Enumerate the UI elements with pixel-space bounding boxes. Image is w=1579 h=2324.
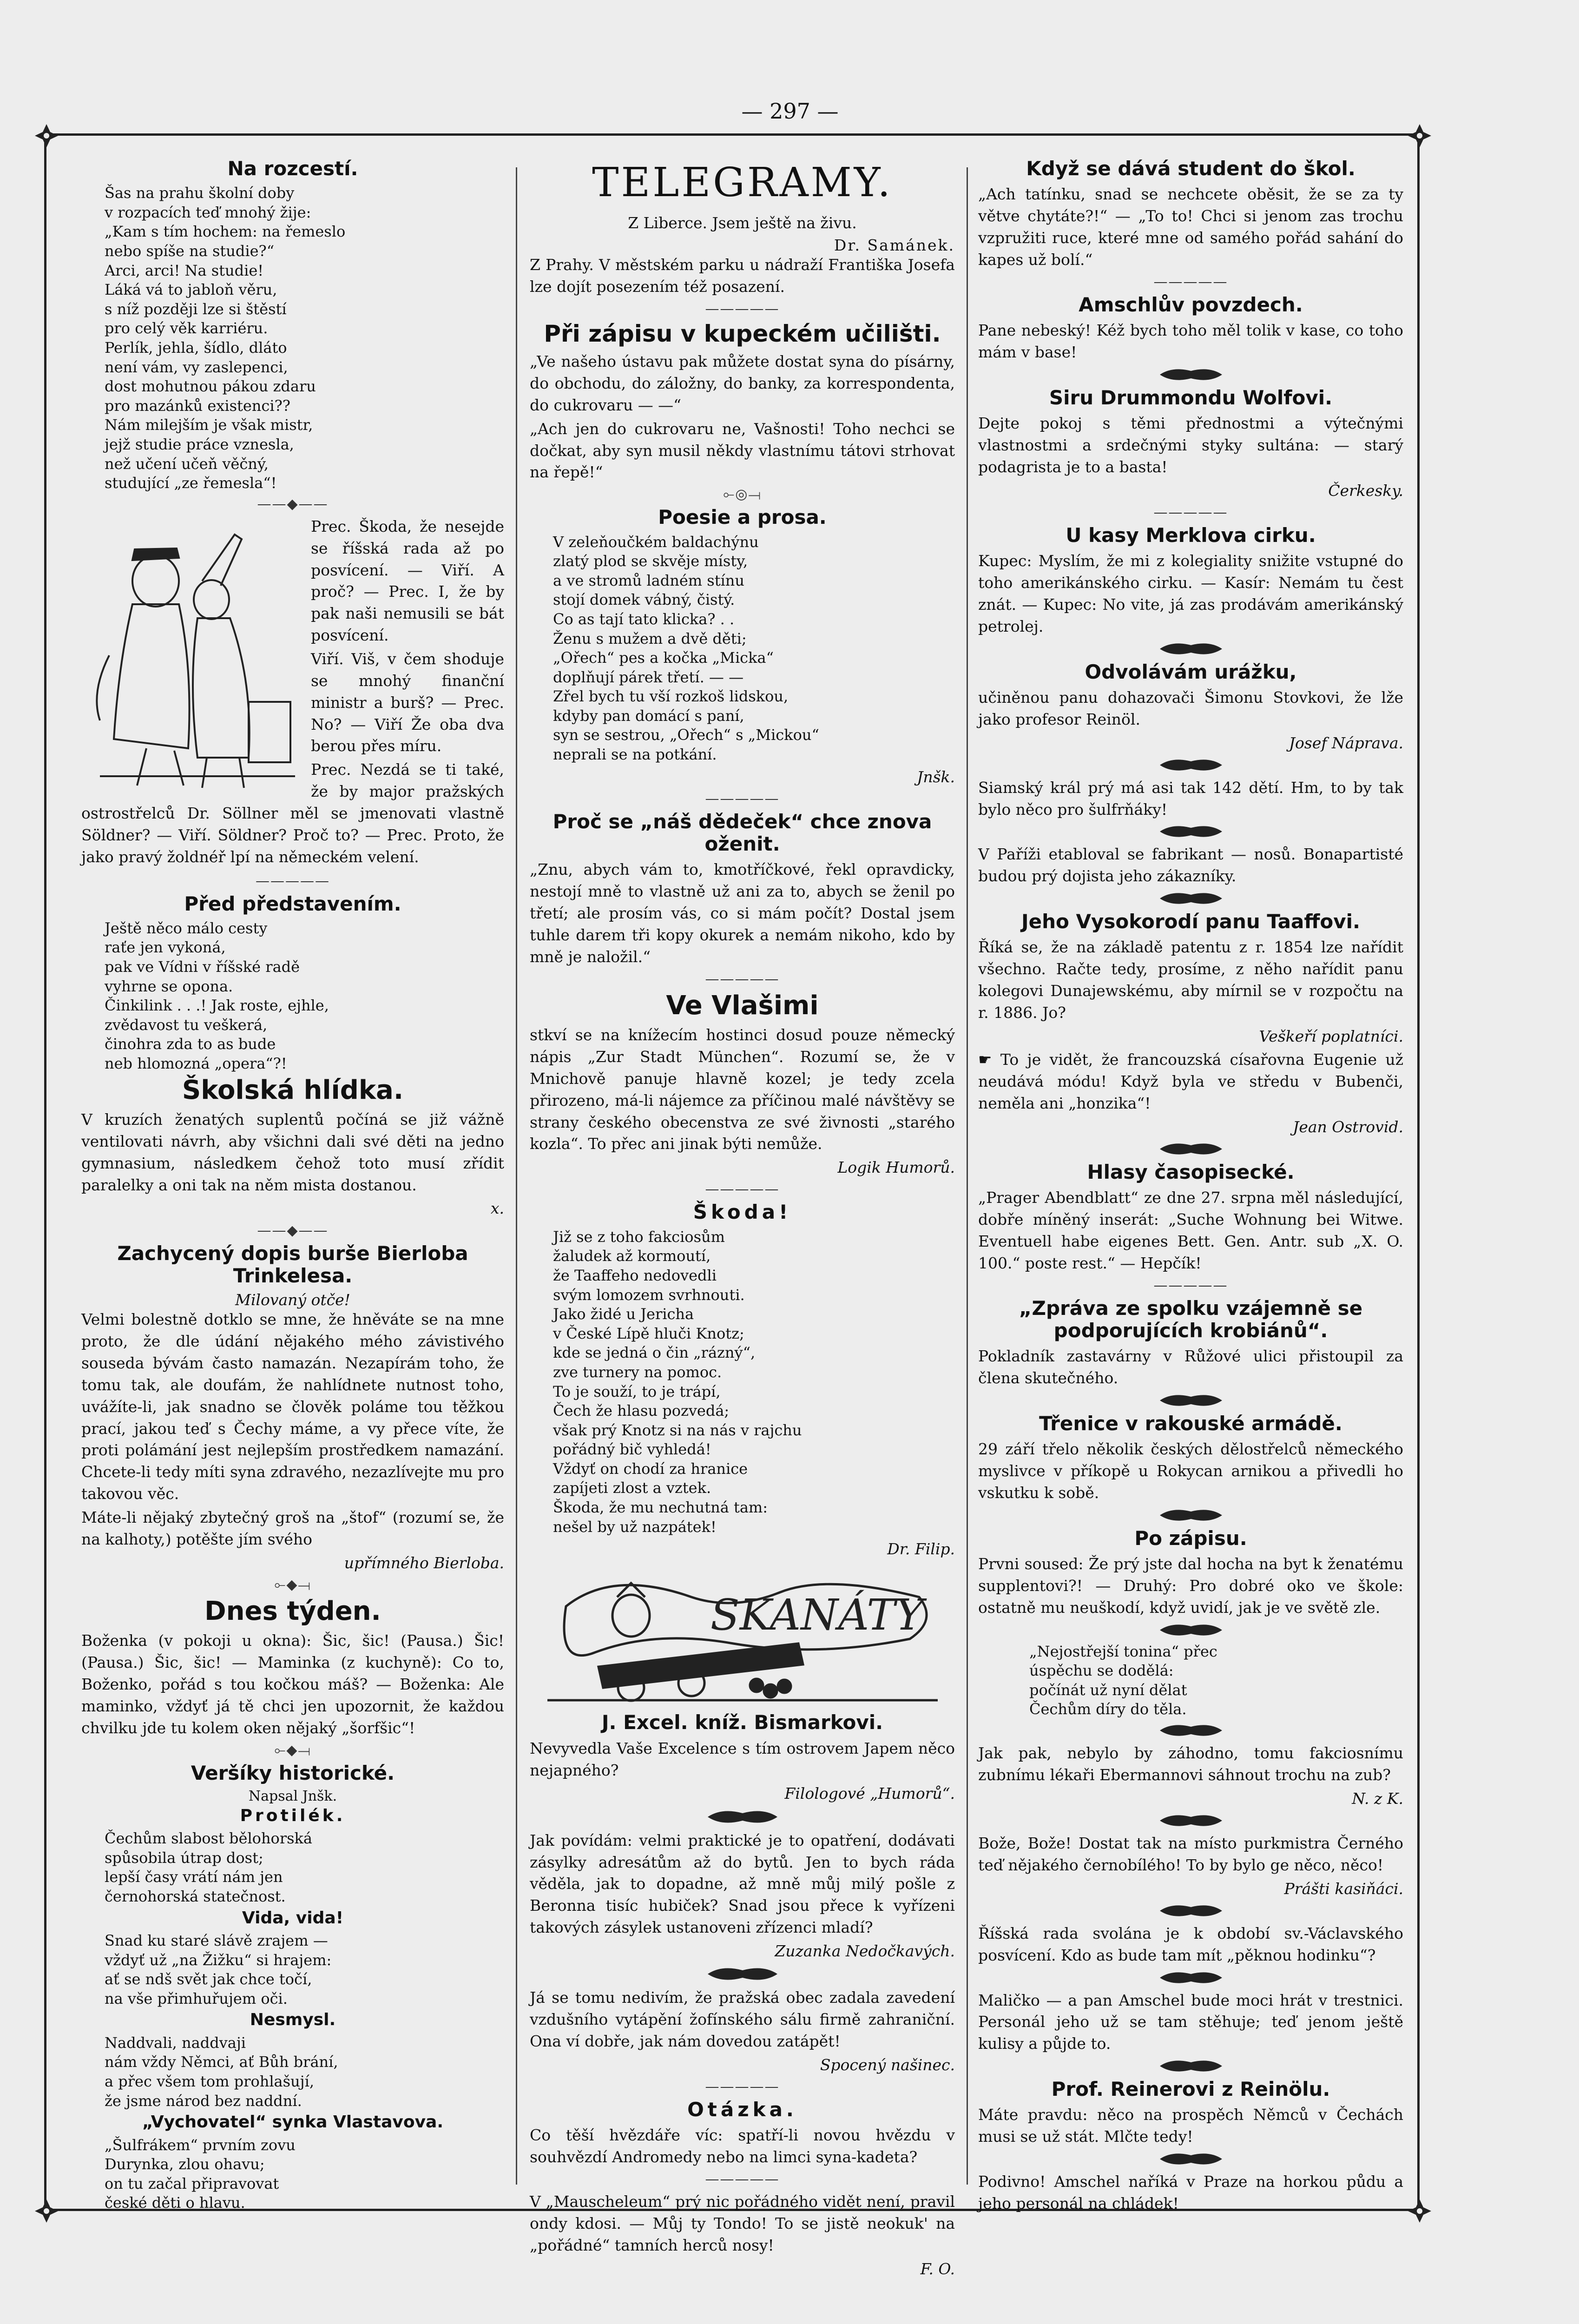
- heading-pri-zapisu: Při zápisu v kupeckém učilišti.: [544, 320, 941, 347]
- column-rule: [516, 167, 517, 2185]
- ornament-divider-icon: [1156, 1507, 1226, 1524]
- ornament-divider-icon: [1156, 1622, 1226, 1638]
- signature: Spocený našinec.: [820, 2055, 955, 2074]
- poem-pred-predstavenim: Ještě něco málo cesty raťe jen vykoná, pak ve Vídni v říšské radě vyhrne se opona. Činkilink . . .! Jak roste, ejhle, zvědavost tu veškerá, činohra zda to as bude neb hlomozná „opera“?!: [105, 919, 329, 1072]
- ornament-divider-icon: [1156, 1902, 1226, 1919]
- signature: x.: [490, 1199, 504, 1218]
- ornament-divider-icon: [703, 1965, 782, 1983]
- poem: Čechům slabost bělohorská spůsobila útrap dost; lepší časy vrátí nám jen černohorská statečnost.: [105, 1829, 312, 1905]
- skanaty-cannon-illustration: [538, 1565, 947, 1704]
- paragraph: 29 září třelo několik českých dělostřelců německého myslivce v příkopě u Rokycan arnikou a přivedli ho vskutku k sobě.: [978, 1440, 1403, 1502]
- column-left: [81, 156, 504, 2212]
- ornament-divider-icon: [1156, 1812, 1226, 1829]
- paragraph: „Znu, abych vám to, kmotříčkové, řekl opravdicky, nestojí mně to vlastně už ani za to, abych se ženil po třetí; ale prosím vás, co si mám počít? Dostal jsem tuhle darem tři kopy okurek a nemám nikoho, kdo by mně je naložil.“: [530, 860, 955, 966]
- column-right: [978, 156, 1404, 2213]
- paragraph: „Ve našeho ústavu pak můžete dostat syna do písárny, do obchodu, do záložny, do banky, za korrespondenta, do cukrovaru — —“: [530, 352, 955, 414]
- heading-odvolavam-urazku: Odvolávám urážku,: [1085, 660, 1297, 683]
- signature: Veškeří poplatníci.: [1259, 1027, 1403, 1045]
- column-rule: [967, 167, 968, 2185]
- paragraph: Říšská rada svolána je k období sv.-Václavského posvícení. Kdo as bude tam mít „pěknou hodinku“?: [978, 1924, 1403, 1964]
- greeting: Milovaný otče!: [235, 1291, 350, 1309]
- separator: ⟜◎⟞: [723, 486, 762, 503]
- ornament-divider-icon: [1156, 1969, 1226, 1986]
- paragraph: „Ach jen do cukrovaru ne, Vašnosti! Toho nechci se dočkat, aby syn musil někdy vlastnímu tátovi strhovat na řepě!“: [530, 419, 955, 482]
- separator: —————: [705, 2078, 780, 2095]
- paragraph: Velmi bolestně dotklo se mne, že hněváte se na mne proto, že dle údání nějakého mého závistivého souseda bývám často namazán. Nezapírám toho, že tomu tak, ale doufám, že nahlídnete nutnost toho, uvážíte-li, jak snadno se člověk poláme tou těžkou prací, jakou teď s Čechy máme, a vy přece víte, že proti polámání jest nejlepším prostředkem namazání. Chcete-li tedy míti syna zdravého, nezazlívejte mu pro takovou věc.: [81, 1310, 504, 1503]
- heading-skoda: Škoda!: [693, 1201, 792, 1224]
- paragraph: Já se tomu nedivím, že pražská obec zadala zavedení vzdušního vytápění žofínského sálu firmě zahraniční. Ona ví dobře, jak nám dovedou zatápět!: [530, 1988, 955, 2050]
- paragraph: Prec. Nezdá se ti také, že by major pražských ostrostřelců Dr. Söllner měl se jmenovati vlastně Söldner? — Viří. Söldner? Proč to? — Prec. Proto, že jako pravý žoldnéř lpí na německém velení.: [81, 760, 504, 866]
- corner-ornament-icon: [1406, 122, 1434, 150]
- skanaty-lettering: SKANÁTY: [710, 1590, 923, 1640]
- corner-ornament-icon: [33, 122, 60, 150]
- paragraph: Prvni soused: Že prý jste dal hocha na byt k ženatému supplentovi?! — Druhý: Pro dobré oko ve škole: ostatně mu neuškodí, když uvidí, jak je ve světě zle.: [978, 1555, 1403, 1617]
- heading-ve-vlasimi: Ve Vlašimi: [666, 990, 819, 1021]
- heading-telegramy: TELEGRAMY.: [592, 159, 893, 206]
- separator: —————: [1153, 1277, 1228, 1294]
- paragraph: Nevyvedla Vaše Excelence s tím ostrovem Japem něco nejapného?: [530, 1739, 955, 1779]
- heading-taaffovi: Jeho Vysokorodí panu Taaffovi.: [1021, 910, 1360, 933]
- paragraph: Z Prahy. V městském parku u nádraží Františka Josefa lze dojít posezením též posazení.: [530, 255, 955, 296]
- heading-pred-predstavenim: Před představením.: [184, 892, 401, 915]
- poem: „Šulfrákem“ prvním zovu Durynka, zlou ohavu; on tu začal připravovat české děti o hlavu.: [105, 2136, 296, 2212]
- ornament-divider-icon: [1156, 366, 1226, 383]
- paragraph: V „Mauscheleum“ prý nic pořádného vidět není, pravil ondy kdosi. — Můj ty Tondo! To se jistě neokuk' na „pořádné“ tamních herců nosy!: [530, 2192, 955, 2254]
- poem-poesie-a-prosa: V zeleňoučkém baldachýnu zlatý plod se skvěje místy, a ve stromů ladném stínu stojí domek vábný, čistý. Co as tají tato klicka? . . Ženu s mužem a dvě děti; „Ořech“ pes a kočka „Micka“ doplňují párek třetí. — — Zřel bych tu vší rozkoš lidskou, kdyby pan domácí s paní, syn se sestrou, „Ořech“ s „Mickou“ neprali se na potkání.: [553, 533, 819, 764]
- byline: Napsal Jnšk.: [248, 1788, 337, 1804]
- heading-siru-drummondu: Siru Drummondu Wolfovi.: [1049, 386, 1333, 409]
- heading-u-kasy-merklova: U kasy Merklova cirku.: [1066, 523, 1316, 547]
- separator: —————: [256, 872, 330, 889]
- paragraph: učiněnou panu dohazovači Šimonu Stovkovi, že lže jako profesor Reinöl.: [978, 688, 1403, 728]
- pointing-hand-icon: ☛: [978, 1050, 1000, 1069]
- paragraph: Boženka (v pokoji u okna): Šic, šic! (Pausa.) Šic! (Pausa.) Šic, šic! — Maminka (z kuchyně): Co to, Boženko, pořád s tou kočkou máš? — Boženka: Ale maminko, vždyť já tě chci jen upozornit, že každou chvilku jde tu kolem oken nějaký „šorfšic“!: [81, 1631, 504, 1737]
- subheading: Protilék.: [240, 1806, 346, 1825]
- heading-proc-se-nas-dedecek: Proč se „náš dědeček“ chce znova oženit.: [553, 810, 932, 856]
- poem: Snad ku staré slávě zrajem — vždyť už „na Žižku“ si hrajem: ať se ndš svět jak chce točí, na vše přimhuřujem oči.: [105, 1931, 332, 2007]
- signature: Jean Ostrovid.: [1293, 1117, 1403, 1136]
- ornament-divider-icon: [1156, 890, 1226, 907]
- signature: F. O.: [920, 2259, 955, 2278]
- signature: Dr. Samánek.: [834, 236, 955, 254]
- ornament-divider-icon: [1156, 640, 1226, 657]
- paragraph: Jak pak, nebylo by záhodno, tomu fakciosnímu zubnímu lékaři Ebermannovi sáhnout trochu na zub?: [978, 1744, 1403, 1784]
- ornament-divider-icon: [703, 1808, 782, 1826]
- page-number: — 297 —: [741, 99, 839, 124]
- separator: —————: [1153, 504, 1228, 521]
- heading-na-rozcesti: Na rozcestí.: [227, 157, 358, 180]
- heading-kdyz-se-dava-student: Když se dává student do škol.: [1026, 157, 1355, 180]
- paragraph: stkví se na knížecím hostinci dosud pouze německý nápis „Zur Stadt München“. Rozumí se, že v Mnichově panuje hlavně kozel; je tedy zcela přirozeno, má-li nájemce za příčinou malé návštěvy se strany českého obecenstva ze své živnosti „starého kozla“. To přec ani jinak býti nemůže.: [530, 1026, 955, 1153]
- paragraph: „Prager Abendblatt“ ze dne 27. srpna měl následující, dobře míněný inserát: „Suche Wohnung bei Witwe. Eventuell habe eigenes Bett. Gen. Antr. sub „X. O. 100.“ poste rest.“ — Hepčík!: [978, 1188, 1403, 1272]
- heading-po-zapisu: Po zápisu.: [1134, 1526, 1247, 1550]
- paragraph: Kupec: Myslím, že mi z kolegiality snižite vstupné do toho amerikánského cirku. — Kasír: Nemám tu čest znát. — Kupec: No vite, já zas prodávám amerikánský petrolej.: [978, 552, 1403, 635]
- separator: —————: [705, 2171, 780, 2187]
- paragraph: ☛ To je vidět, že francouzská císařovna Eugenie už neudává módu! Když byla ve středu v Bubenči, neměla ani „honzika“!: [978, 1050, 1404, 1112]
- signature: N. z K.: [1352, 1789, 1403, 1808]
- signature: Jnšk.: [917, 767, 955, 786]
- subheading: Nesmysl.: [250, 2010, 336, 2030]
- ornament-divider-icon: [1156, 1392, 1226, 1409]
- separator: —————: [705, 971, 780, 987]
- signature: upřímného Bierloba.: [344, 1553, 504, 1572]
- column-middle: [530, 156, 955, 2278]
- paragraph: V Paříži etabloval se fabrikant — nosů. Bonapartisté budou prý dojista jeho zákazníky.: [978, 845, 1403, 885]
- signature: Dr. Filip.: [887, 1540, 955, 1558]
- ornament-divider-icon: [1156, 2151, 1226, 2167]
- signature: Logik Humorů.: [837, 1158, 955, 1177]
- heading-otazka: Otázka.: [687, 2098, 797, 2121]
- paragraph: Máte-li nějaký zbytečný groš na „štof“ (rozumí se, že na kalhoty,) potěšte jím svého: [81, 1508, 504, 1548]
- paragraph: Podivno! Amschel naříká v Praze na horkou půdu a jeho personál na chládek!: [978, 2172, 1403, 2213]
- poem-na-rozcesti: Šas na prahu školní doby v rozpacích teď mnohý žije: „Kam s tím hochem: na řemeslo nebo spíše na studie?“ Arci, arci! Na studie! Láká vá to jabloň věru, s níž později lze si štěstí pro celý věk karriéru. Perlík, jehla, šídlo, dláto není vám, vy zaslepenci, dost mohutnou pákou zdaru pro mazánků existenci?? Nám milejším je však mistr, jejž studie práce vznesla, než učení učeň věčný, studující „ze řemesla“!: [105, 184, 346, 492]
- ornament-divider-icon: [1156, 1141, 1226, 1157]
- heading-trenice: Třenice v rakouské armádě.: [1039, 1412, 1342, 1435]
- ornament-divider-icon: [1156, 2058, 1226, 2074]
- heading-skolska-hlidka: Školská hlídka.: [182, 1075, 404, 1105]
- corner-ornament-icon: [33, 2197, 60, 2225]
- cartoon-students-illustration: [81, 516, 300, 790]
- heading-bismarkovi: J. Excel. kníž. Bismarkovi.: [601, 1711, 883, 1734]
- heading-hlasy-casopisecke: Hlasy časopisecké.: [1087, 1160, 1295, 1183]
- poem: „Nejostřejší tonina“ přec úspěchu se dodělá: počínát už nyní dělat Čechům díry do těla.: [1029, 1642, 1217, 1718]
- separator: ⟜◆⟞: [274, 1742, 311, 1758]
- separator: ——◆——: [257, 1222, 329, 1239]
- ornament-divider-icon: [1156, 1722, 1226, 1739]
- separator: ——◆——: [257, 495, 329, 512]
- paragraph: V kruzích ženatých suplentů počíná se již vážně ventilovati návrh, aby všichni dali své děti na jedno gymnasium, následkem čehož toto musí zřídit paralelky a oni tak na něm mista dostanou.: [81, 1110, 504, 1194]
- separator: —————: [705, 1181, 780, 1198]
- corner-ornament-icon: [1406, 2197, 1434, 2225]
- separator: ⟜◆⟞: [274, 1576, 311, 1593]
- heading-poesie-a-prosa: Poesie a prosa.: [658, 506, 827, 529]
- signature: Čerkesky.: [1328, 481, 1403, 500]
- paragraph: Maličko — a pan Amschel bude moci hrát v trestnici. Personál jeho už se tam stěhuje; teď jenom ještě kulisy a půjde to.: [978, 1991, 1403, 2053]
- separator: —————: [705, 300, 780, 317]
- ornament-divider-icon: [1156, 823, 1226, 840]
- separator: —————: [1153, 273, 1228, 290]
- paragraph: Prec. Škoda, že nesejde se říšská rada až po posvícení. — Viří. A proč? — Prec. I, že by pak naši nemusili se bát posvícení.: [311, 517, 504, 645]
- paragraph: Říká se, že na základě patentu z r. 1854 lze nařídit všechno. Račte tedy, prosíme, z něho nařídit panu kolegovi Dunajewskému, aby mírnil se v rozpočtu na r. 1886. Jo?: [978, 938, 1403, 1022]
- separator: —————: [705, 790, 780, 807]
- paragraph: Co těší hvězdáře víc: spatří-li novou hvězdu v souhvězdí Andromedy nebo na limci syna-kadeta?: [530, 2126, 955, 2166]
- subheading: „Vychovatel“ synka Vlastavova.: [142, 2113, 443, 2132]
- signature: Zuzanka Nedočkavých.: [775, 1941, 955, 1960]
- paragraph: Jak povídám: velmi praktické je to opatření, dodávati zásylky adresátům až do bytů. Jen to bych ráda věděla, jak to dopadne, až mně můj milý pošle z Beronna tisíc hubiček? Snad jsou přece k vyřízeni takových zásylek ustanoveni zřízenci mladí?: [530, 1831, 955, 1937]
- signature: Josef Náprava.: [1289, 733, 1403, 752]
- poem: Naddvali, naddvaji nám vždy Němci, ať Bůh brání, a přec všem tom prohlašují, že jsme národ bez naddní.: [105, 2034, 338, 2110]
- signature: Prášti kasiňáci.: [1284, 1879, 1403, 1898]
- heading-zachyceny-dopis: Zachycený dopis burše Bierloba Trinkelesa.: [117, 1241, 468, 1287]
- heading-amschluv-povzdech: Amschlův povzdech.: [1079, 293, 1303, 316]
- paragraph: Z Liberce. Jsem ještě na živu.: [628, 214, 857, 232]
- subheading: Vida, vida!: [242, 1908, 344, 1928]
- paragraph: Dejte pokoj s těmi přednostmi a výtečnými vlastnostmi a srdečnými styky sultána: — starý podagrista je to a basta!: [978, 414, 1403, 476]
- ornament-divider-icon: [1156, 757, 1226, 773]
- paragraph: Bože, Bože! Dostat tak na místo purkmistra Černého teď nějakého černobílého! To by bylo ge něco, něco!: [978, 1834, 1403, 1874]
- heading-zprava-ze-spolku: „Zpráva ze spolku vzájemně se podporujících krobiánů“.: [1019, 1296, 1363, 1342]
- paragraph: Máte pravdu: něco na prospěch Němců v Čechách musi se už stát. Mlčte tedy!: [978, 2106, 1403, 2146]
- poem-skoda: Již se z toho fakciosům žaludek až kormoutí, že Taaffeho nedovedli svým lomozem svrhnouti. Jako židé u Jericha v České Lípě hluči Knotz; kde se jedná o čin „rázný“, zve turnery na pomoc. To je souží, to je trápí, Čech že hlasu pozvedá; však prý Knotz si na nás v rajchu pořádný bič vyhledá! Vždyť on chodí za hranice zapíjeti zlost a vztek. Škoda, že mu nechutná tam: nešel by už nazpátek!: [553, 1228, 802, 1536]
- paragraph: Pane nebeský! Kéž bych toho měl tolik v kase, co toho mám v base!: [978, 321, 1403, 361]
- heading-versiky-historicke: Veršíky historické.: [191, 1761, 395, 1784]
- paragraph: „Ach tatínku, snad se nechcete oběsit, že se za ty větve chytáte?!“ — „To to! Chci si jenom zas trochu vzpružiti ruce, které mne od samého pořád sahání do kapes už bolí.“: [978, 185, 1403, 269]
- signature: Filologové „Humorů“.: [784, 1784, 955, 1803]
- paragraph: Siamský král prý má asi tak 142 dětí. Hm, to by tak bylo něco pro šulfrňáky!: [978, 778, 1403, 819]
- heading-dnes-tyden: Dnes týden.: [204, 1596, 381, 1626]
- heading-reinerovi: Prof. Reinerovi z Reinölu.: [1051, 2078, 1330, 2101]
- paragraph: Pokladník zastavárny v Růžové ulici přistoupil za člena skutečného.: [978, 1347, 1403, 1387]
- paragraph: Viří. Viš, v čem shoduje se mnohý finanční ministr a burš? — Prec. No? — Viří Že oba dva berou přes míru.: [311, 649, 504, 755]
